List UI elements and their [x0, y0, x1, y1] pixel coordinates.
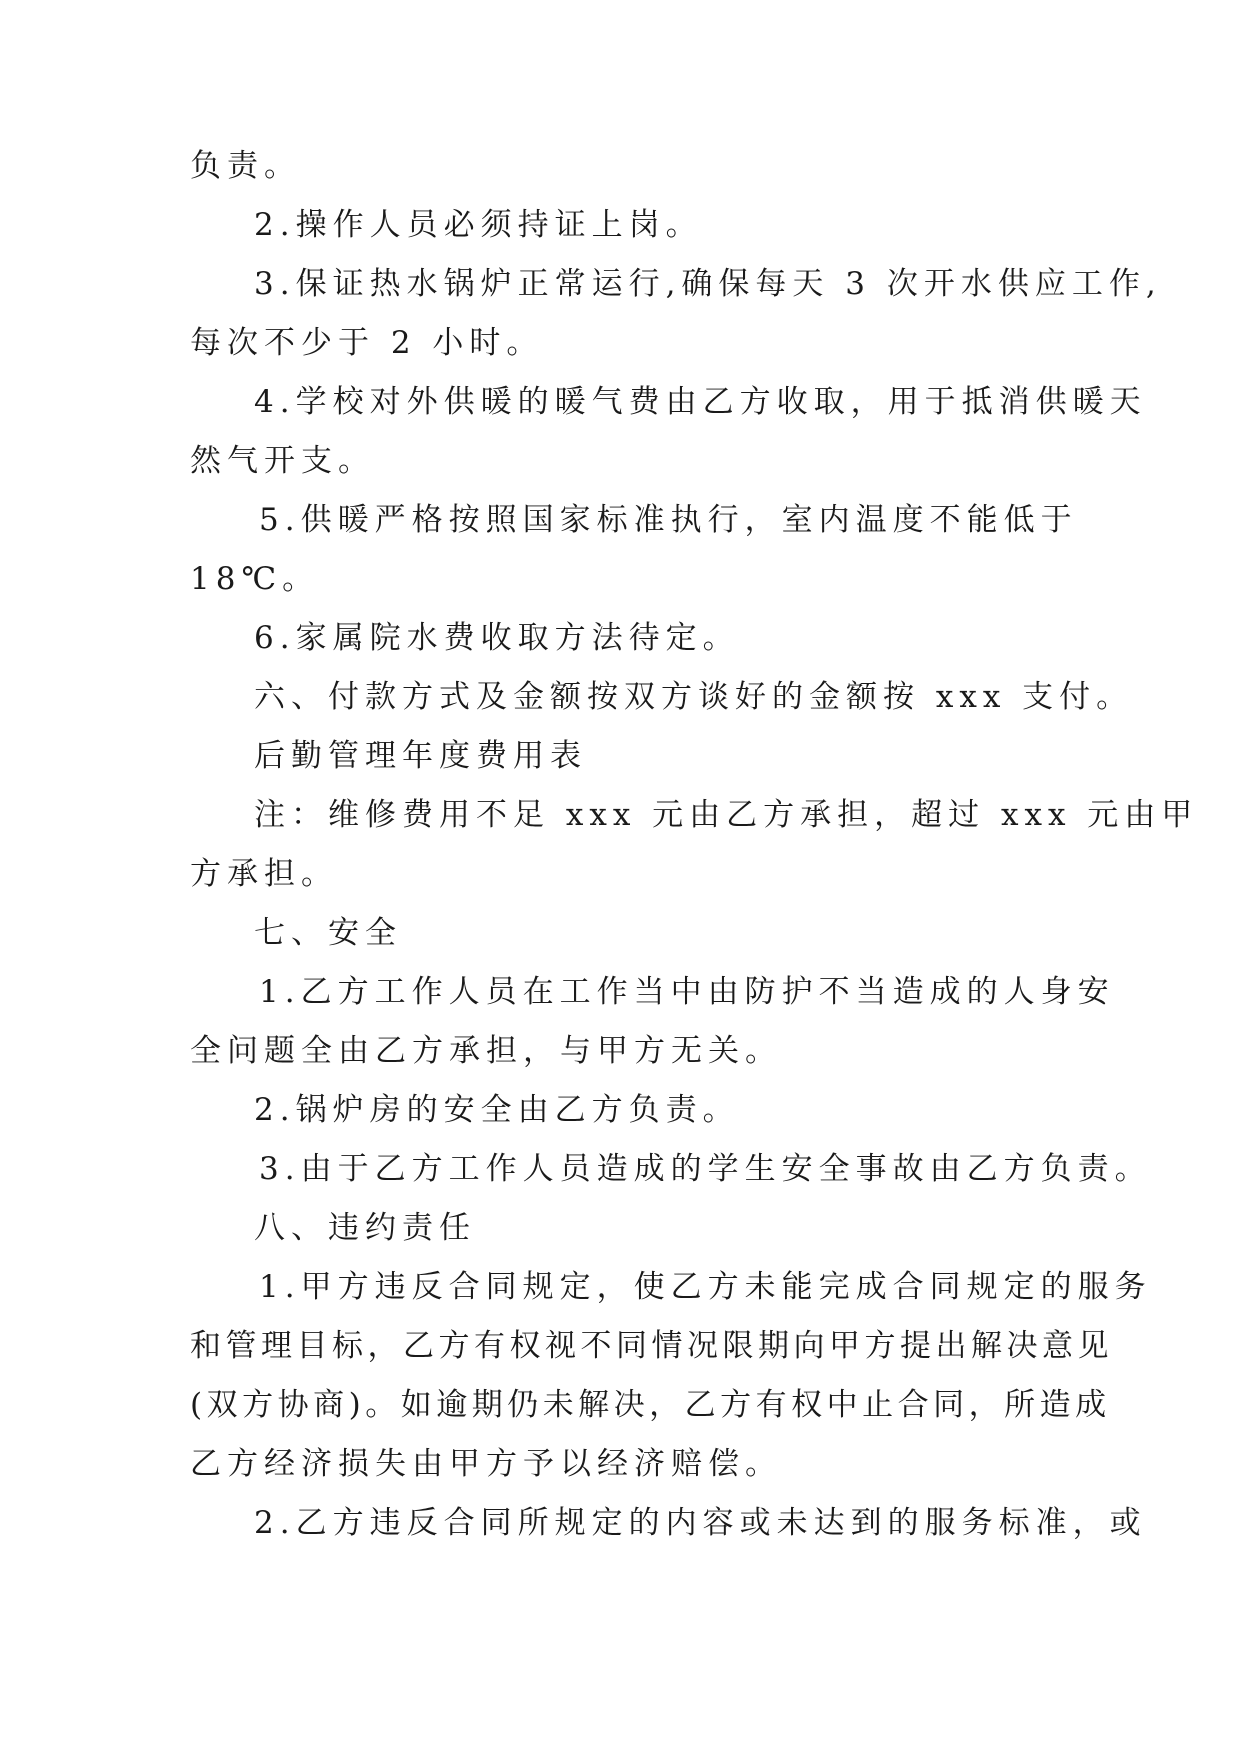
text-line: 2.锅炉房的安全由乙方负责。	[254, 1092, 740, 1128]
text-line: 3.保证热水锅炉正常运行,确保每天 3 次开水供应工作,	[254, 266, 1162, 302]
text-line: 1.甲方违反合同规定，使乙方未能完成合同规定的服务	[259, 1269, 1152, 1305]
text-line: 18℃。	[190, 561, 320, 597]
text-line: 全问题全由乙方承担，与甲方无关。	[190, 1033, 782, 1069]
text-line: 1.乙方工作人员在工作当中由防护不当造成的人身安	[259, 974, 1115, 1010]
text-line: 六、付款方式及金额按双方谈好的金额按 xxx 支付。	[254, 679, 1134, 715]
text-line: 注：维修费用不足 xxx 元由乙方承担，超过 xxx 元由甲	[254, 797, 1199, 833]
text-line: 负责。	[190, 148, 301, 184]
section-heading: 七、安全	[254, 915, 402, 951]
text-line: 后勤管理年度费用表	[254, 738, 587, 774]
text-line: 6.家属院水费收取方法待定。	[254, 620, 740, 656]
text-line: 2.乙方违反合同所规定的内容或未达到的服务标准，或	[254, 1505, 1147, 1541]
text-line: 3.由于乙方工作人员造成的学生安全事故由乙方负责。	[259, 1151, 1152, 1187]
text-line: 然气开支。	[190, 443, 375, 479]
text-line: 2.操作人员必须持证上岗。	[254, 207, 703, 243]
text-line: 每次不少于 2 小时。	[190, 325, 544, 361]
section-heading: 八、违约责任	[254, 1210, 476, 1246]
text-line: 乙方经济损失由甲方予以经济赔偿。	[190, 1446, 782, 1482]
text-line: 4.学校对外供暖的暖气费由乙方收取，用于抵消供暖天	[254, 384, 1147, 420]
text-line: 方承担。	[190, 856, 338, 892]
text-line: (双方协商)。如逾期仍未解决，乙方有权中止合同，所造成	[190, 1387, 1111, 1423]
text-line: 5.供暖严格按照国家标准执行，室内温度不能低于	[259, 502, 1078, 538]
text-line: 和管理目标，乙方有权视不同情况限期向甲方提出解决意见	[190, 1328, 1113, 1364]
